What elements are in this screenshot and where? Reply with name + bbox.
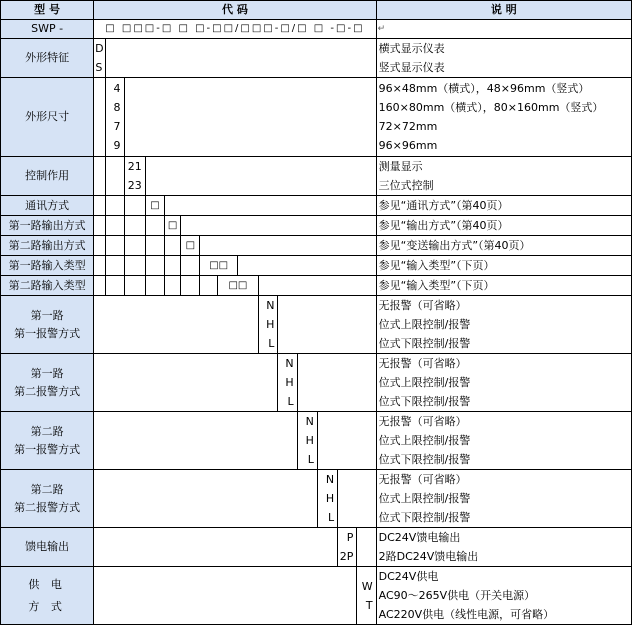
code-h: H	[305, 434, 314, 447]
table-row	[1, 196, 632, 216]
desc-line: 参见“输入类型”（下页）	[376, 256, 631, 276]
row-label: 第一路 第二报警方式	[1, 354, 94, 412]
code-4: 4	[113, 82, 121, 95]
desc-line: AC220V供电（线性电源，可省略）	[378, 608, 555, 621]
table-row	[1, 470, 632, 528]
desc-line: 无报警（可省略）	[378, 415, 467, 428]
code-box: □	[165, 216, 181, 236]
row-label: 外形尺寸	[1, 78, 94, 157]
header-model: 型 号	[1, 1, 94, 20]
table-row	[1, 157, 632, 196]
row-label: 供 电 方 式	[1, 567, 94, 625]
table-row	[1, 276, 632, 296]
desc-line: 横式显示仪表	[378, 42, 445, 55]
header-desc: 说 明	[376, 1, 631, 20]
code-box: □	[145, 196, 164, 216]
table-row	[1, 296, 632, 354]
desc-line: 参见“输入类型”（下页）	[376, 276, 631, 296]
code-l: L	[287, 395, 294, 408]
desc-line: 位式下限控制/报警	[378, 395, 471, 408]
code-n: N	[285, 357, 294, 370]
code-t: T	[365, 598, 373, 612]
swp-pattern: □ □□□-□ □ □-□□/□□□-□/□ □ -□-□	[94, 20, 376, 39]
code-h: H	[325, 492, 335, 505]
table-row	[1, 567, 632, 625]
row-label: 控制作用	[1, 157, 94, 196]
desc-line: 竖式显示仪表	[378, 61, 445, 74]
desc-line: 位式下限控制/报警	[378, 337, 471, 350]
row-label: 第二路输入类型	[1, 276, 94, 296]
desc-line: 三位式控制	[378, 179, 434, 192]
desc-line: 参见“变送输出方式”（第40页）	[376, 236, 631, 256]
code-23: 23	[127, 179, 142, 192]
code-21: 21	[127, 160, 142, 173]
desc-line: 无报警（可省略）	[378, 299, 467, 312]
desc-line: 位式上限控制/报警	[378, 376, 471, 389]
code-w: W	[361, 579, 373, 593]
table-row	[1, 528, 632, 567]
desc-line: AC90～265V供电（开关电源）	[378, 589, 536, 602]
desc-line: 位式上限控制/报警	[378, 318, 471, 331]
swp-label: SWP -	[1, 20, 94, 39]
table-row	[1, 354, 632, 412]
row-label: 第二路 第一报警方式	[1, 412, 94, 470]
code-p: P	[346, 531, 354, 544]
desc-line: 无报警（可省略）	[378, 357, 467, 370]
row-label: 外形特征	[1, 39, 94, 78]
code-box: □□	[200, 256, 237, 276]
code-l: L	[328, 511, 335, 524]
table-row	[1, 78, 632, 157]
code-d: D	[95, 42, 104, 55]
code-box: □	[181, 236, 200, 256]
code-n: N	[325, 473, 335, 486]
table-row	[1, 412, 632, 470]
desc-line: DC24V馈电输出	[378, 531, 461, 544]
desc-line: 参见“输出方式”（第40页）	[376, 216, 631, 236]
desc-line: 96×48mm（横式），48×96mm（竖式）	[378, 82, 590, 95]
swp-desc-mark: ↵	[376, 20, 631, 39]
row-label: 第二路输出方式	[1, 236, 94, 256]
desc-line: 位式上限控制/报警	[378, 434, 471, 447]
code-fill	[124, 78, 376, 157]
code-h: H	[266, 318, 275, 331]
code-8: 8	[113, 101, 121, 114]
header-code: 代 码	[94, 1, 376, 20]
code-n: N	[266, 299, 275, 312]
code-fill	[106, 39, 376, 78]
desc-line: 位式上限控制/报警	[378, 492, 471, 505]
row-label: 第一路 第一报警方式	[1, 296, 94, 354]
row-label: 馈电输出	[1, 528, 94, 567]
desc-line: 位式下限控制/报警	[378, 511, 471, 524]
row-label: 第一路输入类型	[1, 256, 94, 276]
row-label: 第二路 第二报警方式	[1, 470, 94, 528]
code-9: 9	[113, 139, 121, 152]
row-label: 通讯方式	[1, 196, 94, 216]
code-h: H	[285, 376, 294, 389]
table-row	[1, 256, 632, 276]
swp-row	[1, 20, 632, 39]
code-2p: 2P	[339, 550, 354, 563]
code-s: S	[95, 61, 103, 74]
table-row	[1, 236, 632, 256]
desc-line: 2路DC24V馈电输出	[378, 550, 479, 563]
desc-line: DC24V供电	[378, 570, 439, 583]
desc-line: 72×72mm	[378, 120, 438, 133]
row-label: 第一路输出方式	[1, 216, 94, 236]
code-n: N	[305, 415, 314, 428]
table-row	[1, 39, 632, 78]
desc-line: 参见“通讯方式”（第40页）	[376, 196, 631, 216]
desc-line: 160×80mm（横式），80×160mm（竖式）	[378, 101, 604, 114]
desc-line: 测量显示	[378, 160, 423, 173]
desc-line: 位式下限控制/报警	[378, 453, 471, 466]
code-7: 7	[113, 120, 121, 133]
header-row	[1, 1, 632, 20]
code-l: L	[268, 337, 275, 350]
code-fill	[145, 157, 376, 196]
desc-line: 无报警（可省略）	[378, 473, 467, 486]
table-row	[1, 216, 632, 236]
code-l: L	[307, 453, 314, 466]
code-box: □□	[217, 276, 259, 296]
desc-line: 96×96mm	[378, 139, 438, 152]
